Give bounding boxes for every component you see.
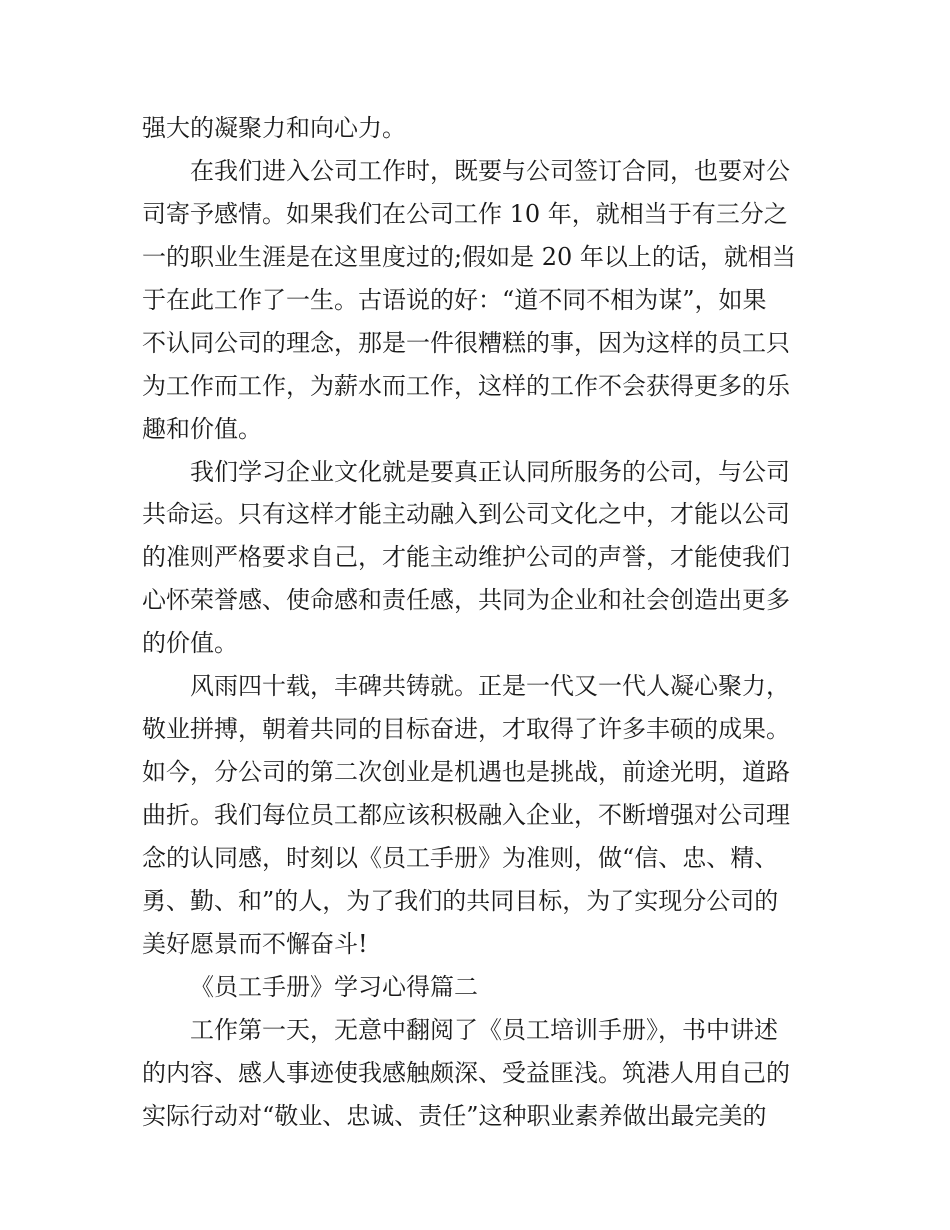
text-line: 强大的凝聚力和向心力。 [142, 114, 406, 142]
text-line: 一的职业生涯是在这里度过的;假如是 20 年以上的话，就相当 [142, 243, 796, 271]
text-line: 如今，分公司的第二次创业是机遇也是挑战，前途光明，道路 [142, 758, 790, 786]
text-line: 的内容、感人事迹使我感触颇深、受益匪浅。筑港人用自己的 [142, 1059, 790, 1087]
text-line: 的价值。 [142, 629, 238, 657]
paragraph-start: 在我们进入公司工作时，既要与公司签订合同，也要对公 [190, 157, 790, 185]
text-line: 实际行动对“敬业、忠诚、责任”这种职业素养做出最完美的 [142, 1102, 767, 1130]
paragraph-start: 我们学习企业文化就是要真正认同所服务的公司，与公司 [190, 458, 790, 486]
text-line: 敬业拼搏，朝着共同的目标奋进，才取得了许多丰硕的成果。 [142, 715, 790, 743]
text-line: 共命运。只有这样才能主动融入到公司文化之中，才能以公司 [142, 500, 790, 528]
text-line: 为工作而工作，为薪水而工作，这样的工作不会获得更多的乐 [142, 372, 790, 400]
text-line: 心怀荣誉感、使命感和责任感，共同为企业和社会创造出更多 [142, 586, 790, 614]
text-line: 于在此工作了一生。古语说的好：“道不同不相为谋”，如果 [142, 286, 767, 314]
text-line: 曲折。我们每位员工都应该积极融入企业，不断增强对公司理 [142, 801, 790, 829]
text-line: 司寄予感情。如果我们在公司工作 10 年，就相当于有三分之 [142, 200, 788, 228]
text-line: 的准则严格要求自己，才能主动维护公司的声誉，才能使我们 [142, 543, 790, 571]
section-heading: 《员工手册》学习心得篇二 [190, 973, 478, 1001]
text-line: 趣和价值。 [142, 415, 262, 443]
text-line: 勇、勤、和”的人，为了我们的共同目标，为了实现分公司的 [142, 887, 779, 915]
paragraph-start: 工作第一天，无意中翻阅了《员工培训手册》，书中讲述 [190, 1016, 778, 1044]
text-line: 不认同公司的理念，那是一件很糟糕的事，因为这样的员工只 [142, 329, 790, 357]
text-line: 美好愿景而不懈奋斗! [142, 930, 368, 958]
text-line: 念的认同感，时刻以《员工手册》为准则，做“信、忠、精、 [142, 844, 779, 872]
paragraph-start: 风雨四十载，丰碑共铸就。正是一代又一代人凝心聚力， [190, 672, 790, 700]
